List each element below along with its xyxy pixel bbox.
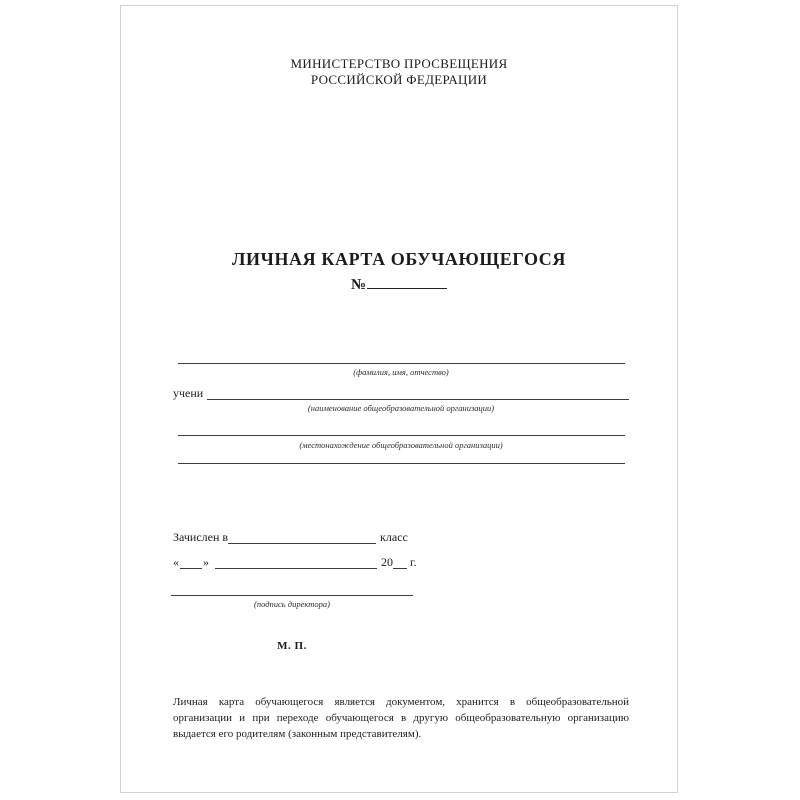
quote-open: « bbox=[173, 555, 179, 569]
enrolled-label: Зачислен в bbox=[173, 530, 229, 544]
year-suffix: г. bbox=[410, 555, 417, 569]
document-title: ЛИЧНАЯ КАРТА ОБУЧАЮЩЕГОСЯ bbox=[232, 249, 566, 269]
student-row bbox=[173, 387, 629, 400]
enrollment-date-row bbox=[173, 556, 543, 569]
ministry-header-line1: МИНИСТЕРСТВО ПРОСВЕЩЕНИЯ bbox=[290, 56, 508, 71]
enrolled-row bbox=[173, 531, 543, 544]
fio-blank-line bbox=[178, 363, 625, 364]
director-signature-caption: (подпись директора) bbox=[254, 599, 330, 609]
class-label: класс bbox=[380, 530, 408, 544]
footer-note: Личная карта обучающегося является документом, хранится в общеобразовательной организации и при переходе обучающегося в другую общеобразовательную организацию выдается его родителям (законным представителям). bbox=[173, 696, 629, 740]
org-location-caption: (местонахождение общеобразовательной организации) bbox=[299, 440, 503, 450]
org-location-blank-line bbox=[178, 435, 625, 436]
ministry-header-line2: РОССИЙСКОЙ ФЕДЕРАЦИИ bbox=[310, 72, 488, 87]
year-blank-line bbox=[393, 556, 407, 569]
fio-caption: (фамилия, имя, отчество) bbox=[353, 367, 449, 377]
ministry-header bbox=[121, 56, 677, 88]
quote-close: » bbox=[203, 555, 209, 569]
student-name-blank-line bbox=[207, 399, 629, 400]
document-page bbox=[120, 5, 678, 793]
seal-place-label: М. П. bbox=[277, 640, 307, 652]
day-blank-line bbox=[180, 556, 202, 569]
class-blank-line bbox=[228, 531, 376, 544]
month-blank-line bbox=[215, 556, 377, 569]
number-sign: № bbox=[350, 277, 367, 293]
student-prefix-label: учени bbox=[173, 386, 204, 400]
extra-blank-line bbox=[178, 463, 625, 464]
document-number-row bbox=[121, 277, 677, 294]
number-blank-line bbox=[367, 288, 447, 289]
org-name-caption: (наименование общеобразовательной организации) bbox=[307, 403, 495, 413]
director-signature-blank-line bbox=[171, 595, 413, 596]
year-prefix: 20 bbox=[381, 555, 393, 569]
